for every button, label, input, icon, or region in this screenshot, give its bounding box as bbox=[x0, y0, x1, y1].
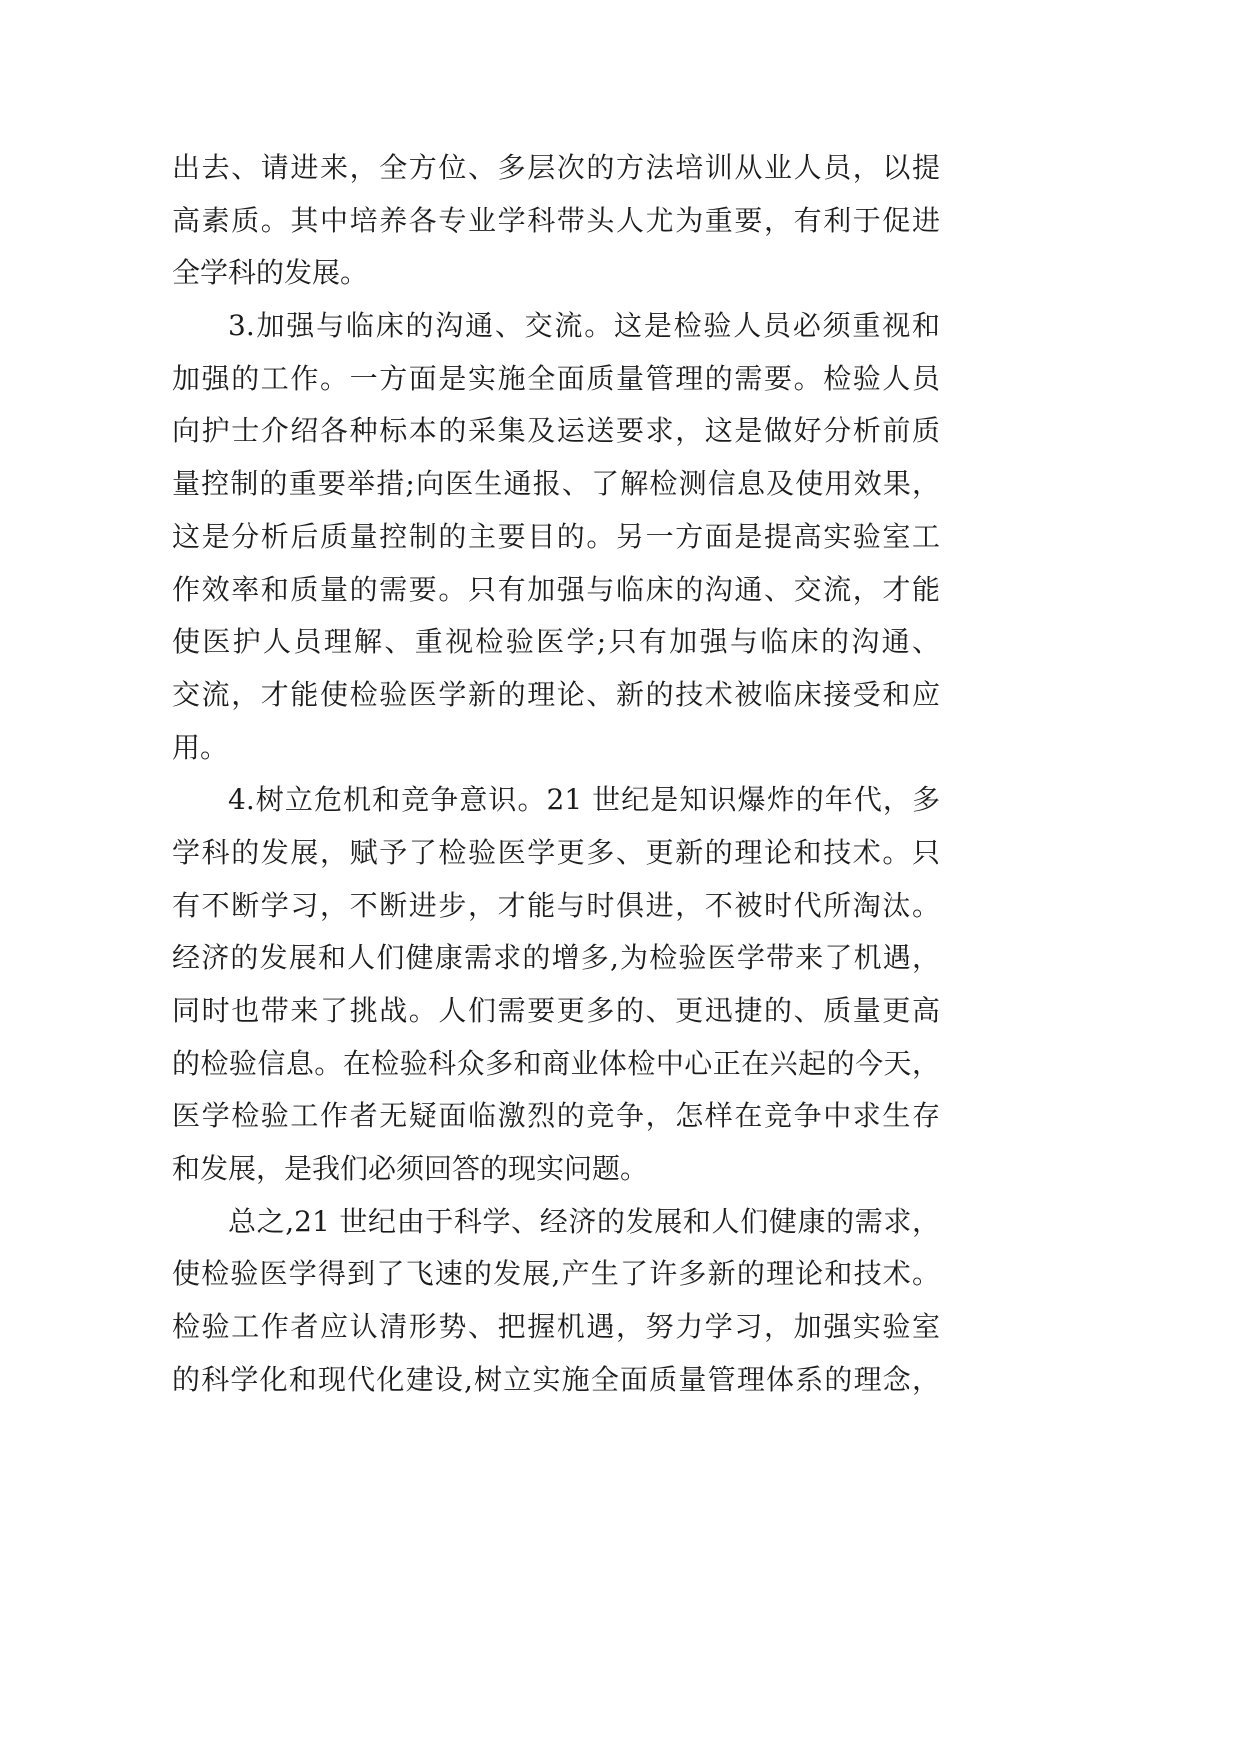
paragraph-line: 同时也带来了挑战。人们需要更多的、更迅捷的、质量更高 bbox=[172, 994, 940, 1027]
paragraph-line: 向护士介绍各种标本的采集及运送要求，这是做好分析前质 bbox=[172, 414, 940, 448]
paragraph-line: 出去、请进来，全方位、多层次的方法培训从业人员，以提 bbox=[172, 151, 940, 184]
paragraph-line: 量控制的重要举措;向医生通报、了解检测信息及使用效果， bbox=[172, 467, 940, 501]
paragraph-crisis-awareness bbox=[172, 774, 940, 1196]
paragraph-line: 全学科的发展。 bbox=[172, 256, 369, 290]
paragraph-line: 使检验医学得到了飞速的发展,产生了许多新的理论和技术。 bbox=[172, 1257, 940, 1291]
body-text bbox=[172, 142, 940, 1407]
paragraph-line: 用。 bbox=[172, 730, 229, 764]
paragraph-line: 4.树立危机和竞争意识。21 世纪是知识爆炸的年代，多 bbox=[228, 783, 940, 817]
paragraph-line: 学科的发展，赋予了检验医学更多、更新的理论和技术。只 bbox=[172, 835, 940, 869]
paragraph-line: 总之,21 世纪由于科学、经济的发展和人们健康的需求， bbox=[228, 1204, 940, 1238]
paragraph-line: 加强的工作。一方面是实施全面质量管理的需要。检验人员 bbox=[172, 361, 940, 395]
paragraph-line: 的检验信息。在检验科众多和商业体检中心正在兴起的今天， bbox=[172, 1046, 940, 1080]
paragraph-line: 经济的发展和人们健康需求的增多,为检验医学带来了机遇， bbox=[172, 941, 940, 975]
paragraph-line: 医学检验工作者无疑面临激烈的竞争，怎样在竞争中求生存 bbox=[172, 1099, 940, 1133]
paragraph-continued bbox=[172, 142, 940, 300]
paragraph-line: 作效率和质量的需要。只有加强与临床的沟通、交流，才能 bbox=[172, 572, 940, 606]
paragraph-line: 3.加强与临床的沟通、交流。这是检验人员必须重视和 bbox=[228, 309, 940, 343]
paragraph-summary bbox=[172, 1196, 940, 1407]
paragraph-line: 使医护人员理解、重视检验医学;只有加强与临床的沟通、 bbox=[172, 625, 940, 659]
paragraph-clinical-communication bbox=[172, 300, 940, 774]
paragraph-line: 这是分析后质量控制的主要目的。另一方面是提高实验室工 bbox=[172, 519, 940, 553]
paragraph-line: 的科学化和现代化建设,树立实施全面质量管理体系的理念， bbox=[172, 1362, 940, 1396]
paragraph-line: 有不断学习，不断进步，才能与时俱进，不被时代所淘汰。 bbox=[172, 888, 940, 922]
paragraph-line: 交流，才能使检验医学新的理论、新的技术被临床接受和应 bbox=[172, 677, 940, 711]
paragraph-line: 高素质。其中培养各专业学科带头人尤为重要，有利于促进 bbox=[172, 203, 940, 237]
paragraph-line: 检验工作者应认清形势、把握机遇，努力学习，加强实验室 bbox=[172, 1310, 940, 1344]
paragraph-line: 和发展，是我们必须回答的现实问题。 bbox=[172, 1152, 649, 1186]
